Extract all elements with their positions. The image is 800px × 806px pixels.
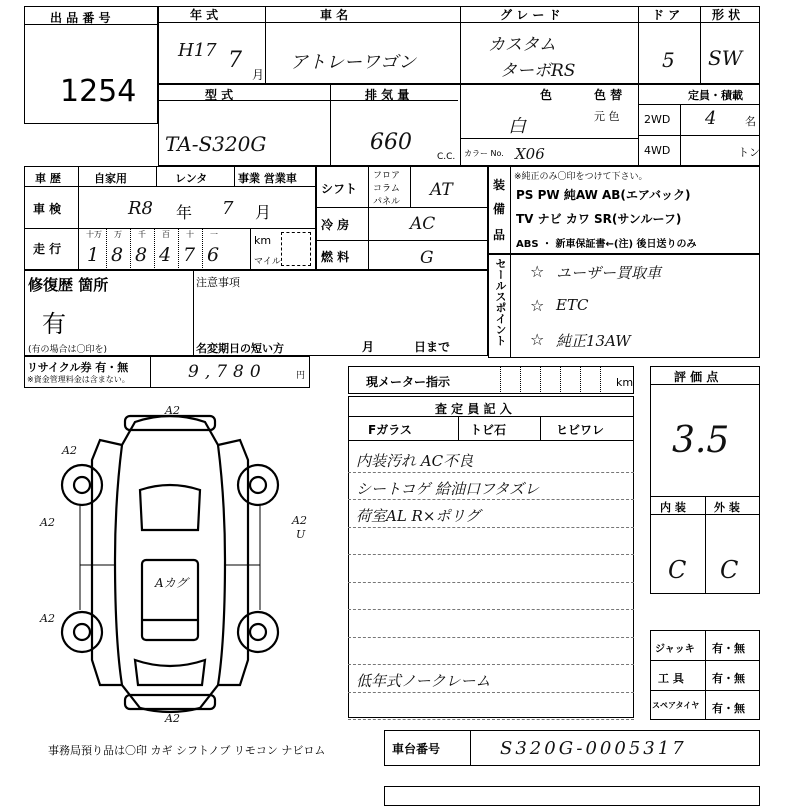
month-value: 7 bbox=[228, 48, 242, 73]
4wd-label: 4WD bbox=[644, 144, 671, 157]
shaken-month-value: 7 bbox=[222, 198, 234, 219]
mileage-digit-head: 一 bbox=[210, 230, 218, 239]
sales-points-label: セールスポイント bbox=[494, 258, 507, 346]
mileage-digit-head: 十万 bbox=[86, 230, 102, 239]
recycle-value: 9,780 bbox=[188, 362, 267, 382]
chassis-value: S320G-0005317 bbox=[500, 738, 687, 759]
door-label: ド ア bbox=[652, 8, 681, 22]
damage-mark-top: A2 bbox=[165, 404, 180, 417]
equipment-line-2: TV ナビ カワ SR(サンルーフ) bbox=[516, 212, 682, 226]
front-glass-label: Fガラス bbox=[368, 423, 412, 437]
remark-line: 低年式ノークレーム bbox=[356, 672, 491, 690]
capacity-unit-ton: トン bbox=[738, 146, 760, 159]
damage-mark-rear-left: A2 bbox=[40, 612, 55, 625]
interior-grade: C bbox=[668, 556, 687, 584]
equipment-label-2: 備 bbox=[493, 202, 506, 216]
score-value: 3.5 bbox=[672, 420, 730, 461]
shift-opt-column: コラム bbox=[373, 184, 400, 194]
original-color-label: 元 色 bbox=[594, 110, 620, 123]
repair-value: 有 bbox=[42, 310, 66, 338]
remark-line: シートコゲ 給油口フタズレ bbox=[356, 479, 540, 498]
score-label: 評 価 点 bbox=[674, 370, 719, 384]
star-icon: ☆ bbox=[530, 262, 545, 281]
remark-line: 荷室AL R×ポリグ bbox=[356, 507, 481, 525]
glass-crack-option: ヒビワレ bbox=[556, 423, 605, 437]
model-label: 型 式 bbox=[205, 88, 234, 102]
private-use-label: 自家用 bbox=[94, 172, 127, 185]
mileage-digit-head: 百 bbox=[162, 230, 170, 239]
damage-mark-left: A2 bbox=[40, 516, 55, 529]
remark-line: 内装汚れ AC不良 bbox=[356, 452, 474, 470]
cc-label: C.C. bbox=[437, 152, 456, 162]
color-no-value: X06 bbox=[515, 145, 545, 163]
mileage-label: 走 行 bbox=[33, 242, 62, 256]
shift-opt-panel: パネル bbox=[373, 197, 401, 207]
meter-label: 現メーター指示 bbox=[366, 375, 451, 389]
equipment-line-3: ABS ・ 新車保証書←(注) 後日送りのみ bbox=[516, 239, 697, 250]
meter-unit: km bbox=[616, 376, 634, 389]
exterior-label: 外 装 bbox=[714, 501, 740, 514]
tools-value: 有・無 bbox=[712, 672, 745, 685]
color-change-label: 色 替 bbox=[594, 88, 623, 102]
jack-label: ジャッキ bbox=[655, 644, 695, 655]
damage-mark-bottom: A2 bbox=[165, 712, 180, 725]
equipment-label-1: 装 bbox=[493, 178, 506, 192]
damage-mark-right: A2 bbox=[292, 514, 307, 527]
model-value: TA-S320G bbox=[165, 132, 267, 156]
capacity-value: 4 bbox=[705, 108, 717, 129]
spare-tire-value: 有・無 bbox=[712, 702, 745, 715]
2wd-label: 2WD bbox=[644, 113, 671, 126]
month-unit: 月 bbox=[252, 68, 265, 82]
recycle-unit: 円 bbox=[296, 371, 306, 381]
mileage-digit: 8 bbox=[135, 244, 148, 266]
mileage-digit: 6 bbox=[207, 244, 220, 266]
equipment-note: ※純正のみ〇印をつけて下さい。 bbox=[514, 172, 648, 182]
damage-mark-center: Aカグ bbox=[155, 576, 188, 590]
grade-value-1: カスタム bbox=[488, 35, 556, 55]
shape-value: SW bbox=[708, 46, 743, 70]
capacity-label: 定員・積載 bbox=[688, 89, 743, 102]
year-label: 年 式 bbox=[190, 8, 219, 22]
displacement-value: 660 bbox=[370, 130, 412, 155]
grade-value-2: ターボRS bbox=[500, 61, 576, 81]
shift-value: AT bbox=[430, 180, 453, 200]
color-no-label: カラー No. bbox=[464, 149, 504, 158]
mileage-digit-head: 万 bbox=[114, 230, 122, 239]
footer-note: 事務局預り品は〇印 カギ シフトノブ リモコン ナビロム bbox=[48, 744, 326, 757]
displacement-label: 排 気 量 bbox=[365, 88, 410, 102]
shaken-month-unit: 月 bbox=[255, 203, 272, 222]
bottom-box bbox=[384, 786, 760, 806]
capacity-unit-people: 名 bbox=[745, 115, 756, 128]
mile-checkbox bbox=[281, 232, 311, 266]
damage-mark-front-left: A2 bbox=[62, 444, 77, 457]
star-icon: ☆ bbox=[530, 330, 545, 349]
door-value: 5 bbox=[662, 48, 675, 72]
equipment-line-1: PS PW 純AW AB(エアバック) bbox=[516, 188, 691, 202]
shaken-label: 車 検 bbox=[33, 202, 62, 216]
recycle-label: リサイクル券 有・無 bbox=[27, 361, 129, 374]
exterior-grade: C bbox=[720, 556, 739, 584]
sales-point-2: ETC bbox=[556, 296, 589, 314]
repair-label: 修復歴 箇所 bbox=[28, 276, 109, 294]
mile-label: マイル bbox=[254, 257, 281, 267]
mileage-digit: 1 bbox=[87, 244, 100, 266]
spare-tire-label: スペアタイヤ bbox=[652, 701, 700, 710]
expiry-day: 日まで bbox=[414, 340, 451, 354]
year-value: H17 bbox=[178, 40, 217, 61]
interior-label: 内 装 bbox=[660, 501, 686, 514]
mileage-digit: 4 bbox=[159, 244, 172, 266]
repair-note: (有の場合は〇印を) bbox=[28, 345, 108, 355]
chassis-label: 車台番号 bbox=[392, 742, 441, 756]
caution-label: 注意事項 bbox=[196, 276, 240, 289]
shift-label: シフト bbox=[321, 182, 358, 196]
inspector-title: 査 定 員 記 入 bbox=[435, 402, 512, 416]
jack-value: 有・無 bbox=[712, 642, 745, 655]
shaken-year-unit: 年 bbox=[176, 203, 193, 222]
fuel-label: 燃 料 bbox=[321, 250, 350, 264]
lot-number-label: 出 品 番 号 bbox=[50, 11, 111, 25]
shift-opt-floor: フロア bbox=[373, 171, 401, 181]
car-name-value: アトレーワゴン bbox=[290, 52, 416, 73]
fuel-value: G bbox=[420, 248, 434, 268]
sales-point-3: 純正13AW bbox=[556, 332, 631, 350]
glass-chip-option: トビ石 bbox=[470, 423, 507, 437]
recycle-note: ※資金管理料金は含まない。 bbox=[27, 375, 130, 384]
mileage-digit: 8 bbox=[111, 244, 124, 266]
expiry-label: 名変期日の短い方 bbox=[196, 342, 284, 355]
car-body-diagram bbox=[40, 400, 340, 730]
lot-number-value: 1254 bbox=[60, 74, 137, 109]
ac-label: 冷 房 bbox=[321, 218, 350, 232]
star-icon: ☆ bbox=[530, 296, 545, 315]
car-name-label: 車 名 bbox=[320, 8, 349, 22]
damage-mark-right-u: U bbox=[296, 528, 306, 541]
business-label: 事業 営業車 bbox=[238, 172, 297, 185]
color-value: 白 bbox=[508, 116, 526, 137]
ac-value: AC bbox=[410, 214, 436, 234]
sales-point-1: ユーザー買取車 bbox=[556, 264, 662, 282]
km-label: km bbox=[254, 234, 272, 247]
equipment-label-3: 品 bbox=[493, 228, 506, 242]
shape-label: 形 状 bbox=[712, 8, 741, 22]
mileage-digit-head: 千 bbox=[138, 230, 146, 239]
grade-label: グ レ ー ド bbox=[500, 8, 561, 22]
color-label: 色 bbox=[540, 88, 553, 102]
expiry-month: 月 bbox=[362, 340, 375, 354]
rental-label: レンタ bbox=[175, 172, 208, 185]
shaken-year-value: R8 bbox=[128, 198, 154, 219]
mileage-digit: 7 bbox=[183, 244, 196, 266]
mileage-digit-head: 十 bbox=[186, 230, 194, 239]
tools-label: 工 具 bbox=[658, 672, 684, 685]
history-label: 車 歴 bbox=[35, 172, 61, 185]
